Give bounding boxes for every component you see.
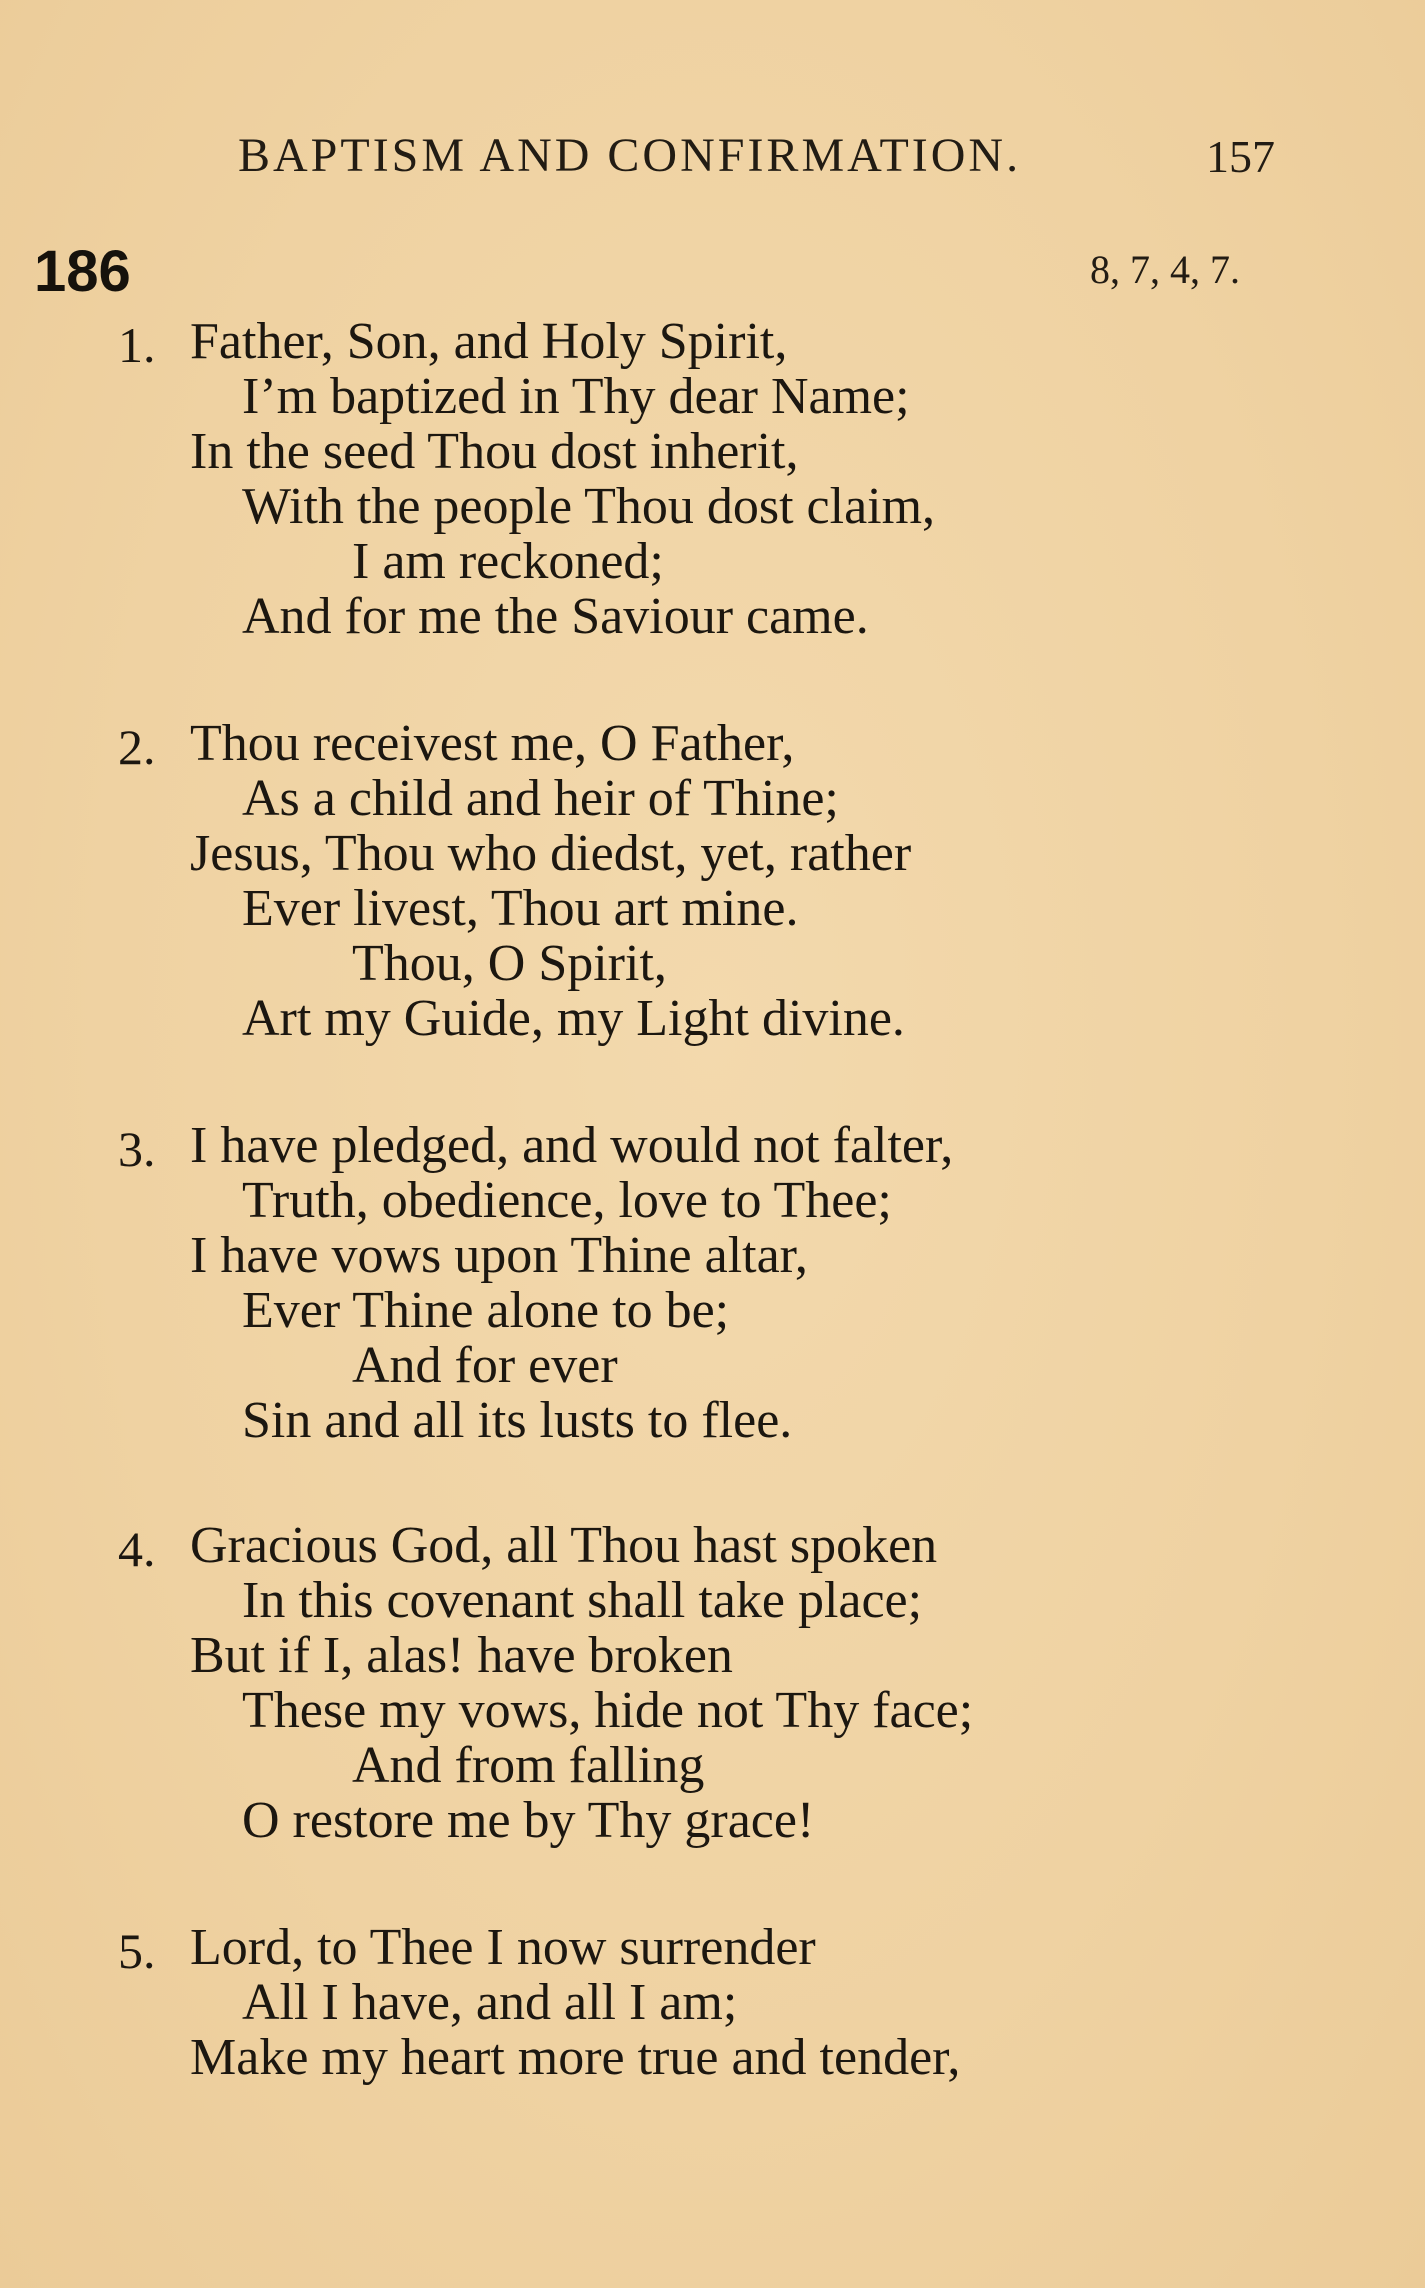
verse-line: Art my Guide, my Light divine. (242, 990, 905, 1047)
verse-line: Thou, O Spirit, (352, 935, 667, 992)
verse-line: As a child and heir of Thine; (242, 770, 839, 827)
verse-line: O restore me by Thy grace! (242, 1792, 815, 1849)
stanza-number: 4. (118, 1521, 156, 1577)
verse-line: I have pledged, and would not falter, (190, 1117, 954, 1174)
verse-line: In this covenant shall take place; (242, 1572, 923, 1629)
verse-line: These my vows, hide not Thy face; (242, 1682, 974, 1739)
verse-line: With the people Thou dost claim, (242, 478, 936, 535)
verse-line: I’m baptized in Thy dear Name; (242, 368, 910, 425)
verse-line: Sin and all its lusts to flee. (242, 1392, 793, 1449)
verse-line: Truth, obedience, love to Thee; (242, 1172, 892, 1229)
verse-line: And from falling (352, 1737, 705, 1794)
hymn-meter: 8, 7, 4, 7. (1090, 247, 1240, 292)
verse-line: In the seed Thou dost inherit, (190, 423, 799, 480)
verse-line: Ever livest, Thou art mine. (242, 880, 799, 937)
verse-line: Lord, to Thee I now surrender (190, 1919, 816, 1976)
verse-line: And for ever (352, 1337, 618, 1394)
stanza-number: 2. (118, 719, 156, 775)
running-title: BAPTISM AND CONFIRMATION. (238, 129, 1022, 182)
verse-line: Father, Son, and Holy Spirit, (190, 313, 788, 370)
verse-line: All I have, and all I am; (242, 1974, 738, 2031)
verse-line: And for me the Saviour came. (242, 588, 869, 645)
verse-line: Jesus, Thou who diedst, yet, rather (190, 825, 912, 882)
stanza-number: 3. (118, 1121, 156, 1177)
page-number: 157 (1206, 131, 1275, 182)
verse-line: Thou receivest me, O Father, (190, 715, 795, 772)
verse-line: Ever Thine alone to be; (242, 1282, 730, 1339)
verse-line: Gracious God, all Thou hast spoken (190, 1517, 938, 1574)
hymn-number: 186 (34, 239, 131, 304)
verse-line: I have vows upon Thine altar, (190, 1227, 808, 1284)
verse-line: I am reckoned; (352, 533, 664, 590)
verse-line: But if I, alas! have broken (190, 1627, 733, 1684)
verse-line: Make my heart more true and tender, (190, 2029, 961, 2086)
stanza-number: 1. (118, 317, 156, 373)
stanza-number: 5. (118, 1923, 156, 1979)
